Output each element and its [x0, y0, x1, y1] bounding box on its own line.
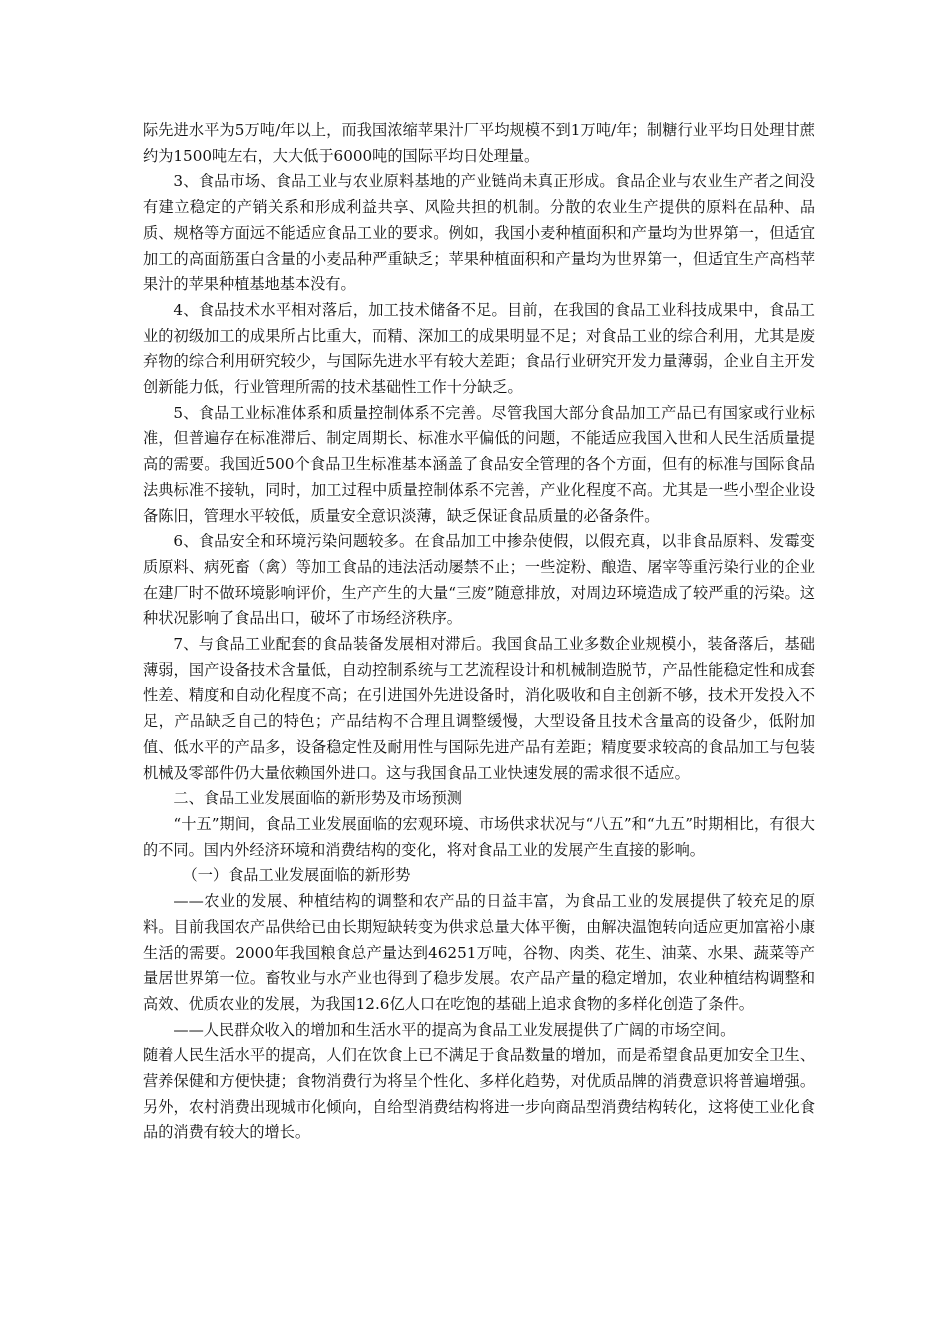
- section-heading-two: 二、食品工业发展面临的新形势及市场预测: [173, 789, 462, 808]
- paragraph-item-6: 6、食品安全和环境污染问题较多。在食品加工中掺杂使假，以假充真，以非食品原料、发霉变质原料、病死畜（禽）等加工食品的违法活动屡禁不止；一些淀粉、酿造、屠宰等重污染行业的企业在建厂时不做环境影响评价，生产产生的大量“三废”随意排放，对周边环境造成了较严重的污染。这种状况影响了食品出口，破坏了市场经济秩序。: [143, 532, 815, 628]
- paragraph-item-3: 3、食品市场、食品工业与农业原料基地的产业链尚未真正形成。食品企业与农业生产者之间没有建立稳定的产销关系和形成利益共享、风险共担的机制。分散的农业生产提供的原料在品种、品质、规格等方面远不能适应食品工业的要求。例如，我国小麦种植面积和产量均为世界第一，但适宜加工的高面筋蛋白含量的小麦品种严重缺乏；苹果种植面积和产量均为世界第一，但适宜生产高档苹果汁的苹果种植基地基本没有。: [143, 172, 815, 294]
- paragraph-trend-income-body: 随着人民生活水平的提高，人们在饮食上已不满足于食品数量的增加，而是希望食品更加安全卫生、营养保健和方便快捷；食物消费行为将呈个性化、多样化趋势，对优质品牌的消费意识将普遍增强。另外，农村消费出现城市化倾向，自给型消费结构将进一步向商品型消费结构转化，这将使工业化食品的消费有较大的增长。: [143, 1046, 815, 1142]
- paragraph-trend-agriculture: ——农业的发展、种植结构的调整和农产品的日益丰富，为食品工业的发展提供了较充足的原料。目前我国农产品供给已由长期短缺转变为供求总量大体平衡，由解决温饱转向适应更加富裕小康生活的需要。2000年我国粮食总产量达到46251万吨，谷物、肉类、花生、油菜、水果、蔬菜等产量居世界第一位。畜牧业与水产业也得到了稳步发展。农产品产量的稳定增加，农业种植结构调整和高效、优质农业的发展，为我国12.6亿人口在吃饱的基础上追求食物的多样化创造了条件。: [143, 892, 815, 1013]
- subsection-heading-new-situation: （一）食品工业发展面临的新形势: [182, 866, 411, 885]
- paragraph-item-7: 7、与食品工业配套的食品装备发展相对滞后。我国食品工业多数企业规模小，装备落后，基础薄弱，国产设备技术含量低，自动控制系统与工艺流程设计和机械制造脱节，产品性能稳定性和成套性差、精度和自动化程度不高；在引进国外先进设备时，消化吸收和自主创新不够，技术开发投入不足，产品缺乏自己的特色；产品结构不合理且调整缓慢，大型设备且技术含量高的设备少，低附加值、低水平的产品多，设备稳定性及耐用性与国际先进产品有差距；精度要求较高的食品加工与包装机械及零部件仍大量依赖国外进口。这与我国食品工业快速发展的需求很不适应。: [143, 635, 815, 782]
- paragraph-item-4: 4、食品技术水平相对落后，加工技术储备不足。目前，在我国的食品工业科技成果中，食品工业的初级加工的成果所占比重大，而精、深加工的成果明显不足；对食品工业的综合利用，尤其是废弃物的综合利用研究较少，与国际先进水平有较大差距；食品行业研究开发力量薄弱，企业自主开发创新能力低，行业管理所需的技术基础性工作十分缺乏。: [143, 300, 815, 397]
- paragraph-trend-income-lead: ——人民群众收入的增加和生活水平的提高为食品工业发展提供了广阔的市场空间。: [173, 1020, 736, 1039]
- paragraph-intro-continued: 际先进水平为5万吨/年以上，而我国浓缩苹果汁厂平均规模不到1万吨/年；制糖行业平均日处理甘蔗约为1500吨左右，大大低于6000吨的国际平均日处理量。: [143, 121, 815, 165]
- document-page: [143, 118, 815, 1146]
- paragraph-item-5: 5、食品工业标准体系和质量控制体系不完善。尽管我国大部分食品加工产品已有国家或行业标准，但普遍存在标准滞后、制定周期长、标准水平偏低的问题，不能适应我国入世和人民生活质量提高的需要。我国近500个食品卫生标准基本涵盖了食品安全管理的各个方面，但有的标准与国际食品法典标准不接轨，同时，加工过程中质量控制体系不完善，产业化程度不高。尤其是一些小型企业设备陈旧，管理水平较低，质量安全意识淡薄，缺乏保证食品质量的必备条件。: [143, 403, 815, 525]
- paragraph-section-two-intro: “十五”期间，食品工业发展面临的宏观环境、市场供求状况与“八五”和“九五”时期相比，有很大的不同。国内外经济环境和消费结构的变化，将对食品工业的发展产生直接的影响。: [143, 814, 815, 859]
